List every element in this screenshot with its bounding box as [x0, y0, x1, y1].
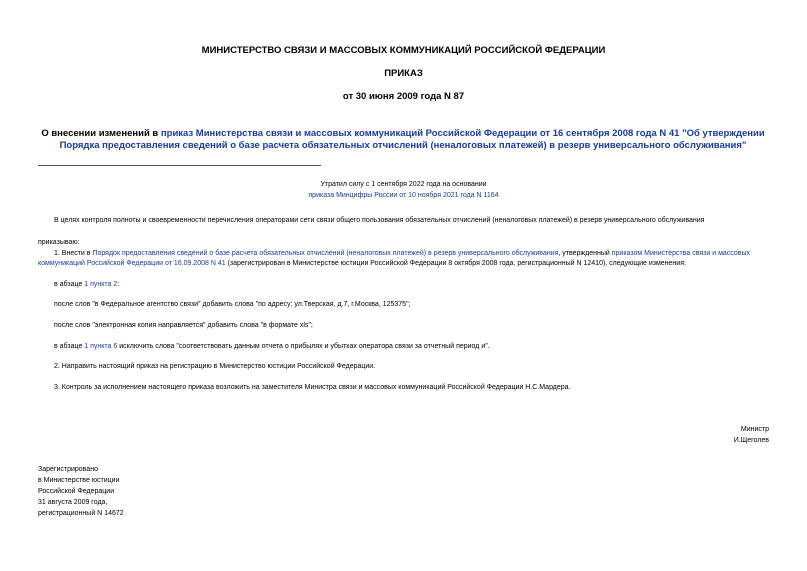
registration-block — [38, 464, 124, 519]
subitem-4-link[interactable]: 1 пункта 6 — [84, 343, 118, 350]
registration-line-2: в Министерстве юстиции — [38, 477, 120, 484]
subitem-1 — [54, 280, 774, 290]
registration-line-1: Зарегистрировано — [38, 466, 98, 473]
title-prefix: О внесении изменений в — [41, 128, 161, 139]
document-type: ПРИКАЗ — [384, 68, 423, 79]
item-1-prefix: 1. Внести в — [54, 250, 93, 257]
ministry-heading: МИНИСТЕРСТВО СВЯЗИ И МАССОВЫХ КОММУНИКАЦИЙ РОССИЙСКОЙ ФЕДЕРАЦИИ — [201, 45, 606, 56]
item-3-paragraph: 3. Контроль за исполнением настоящего приказа возложить на заместителя Министра связи и массовых коммуникаций Российской Федерации Н.С.Мардера. — [54, 384, 571, 391]
item-2-paragraph: 2. Направить настоящий приказ на регистрацию в Министерство юстиции Российской Федерации. — [54, 363, 376, 370]
separator-line — [38, 165, 321, 166]
signature-block — [734, 424, 769, 446]
document-title — [38, 128, 768, 152]
item-1-suffix: (зарегистрирован в Министерстве юстиции Российской Федерации 8 октября 2008 года, регистрационный N 12410), следующие изменения: — [225, 260, 686, 267]
item-1-mid: , утвержденный — [558, 250, 612, 257]
subitem-1-suffix: : — [117, 281, 120, 288]
signature-position: Министр — [740, 426, 769, 433]
subitem-4-suffix: исключить слова "соответствовать данным отчета о прибылях и убытках оператора связи за отчетный период и". — [117, 343, 490, 350]
order-word: приказываю: — [38, 239, 80, 246]
signature-name: И.Щеголев — [733, 437, 769, 444]
subitem-4-prefix: в абзаце — [54, 343, 85, 350]
item-1-order-link[interactable]: приказом Министерства связи и массовых коммуникаций Российской Федерации от 16.09.2008 N 41 — [38, 250, 751, 267]
registration-line-4: 31 августа 2009 года, — [38, 499, 108, 506]
status-line: Утратил силу с 1 сентября 2022 года на основании — [320, 181, 487, 188]
intro-paragraph: В целях контроля полноты и своевременности перечисления операторами сети связи общего пользования обязательных отчислений (неналоговых платежей) в резерв универсального обслуживания — [54, 217, 705, 224]
title-link[interactable]: приказ Министерства связи и массовых коммуникаций Российской Федерации от 16 сентября 2008 года N 41 "Об утверждении Порядка предоставления сведений о базе расчета обязательных отчислений (неналоговых платежей) в резерв универсального обслуживания" — [59, 128, 765, 151]
subitem-1-prefix: в абзаце — [54, 281, 85, 288]
registration-line-5: регистрационный N 14672 — [38, 510, 124, 517]
subitem-3: после слов "электронная копия направляется" добавить слова "в формате xls"; — [54, 322, 313, 329]
item-1-procedure-link[interactable]: Порядок предоставления сведений о базе расчета обязательных отчислений (неналоговых платежей) в резерв универсального обслуживания — [92, 250, 559, 257]
item-1-paragraph — [38, 249, 773, 269]
registration-line-3: Российской Федерации — [38, 488, 115, 495]
document-date-number: от 30 июня 2009 года N 87 — [342, 91, 465, 102]
subitem-1-link[interactable]: 1 пункта 2 — [84, 281, 118, 288]
status-note — [0, 179, 807, 201]
subitem-2: после слов "в Федеральное агентство связи" добавить слова "по адресу: ул.Тверская, д.7, г.Москва, 125375"; — [54, 301, 411, 308]
status-link[interactable]: приказа Минцифры России от 10 ноября 2021 года N 1164 — [308, 192, 499, 199]
subitem-4 — [54, 342, 774, 352]
